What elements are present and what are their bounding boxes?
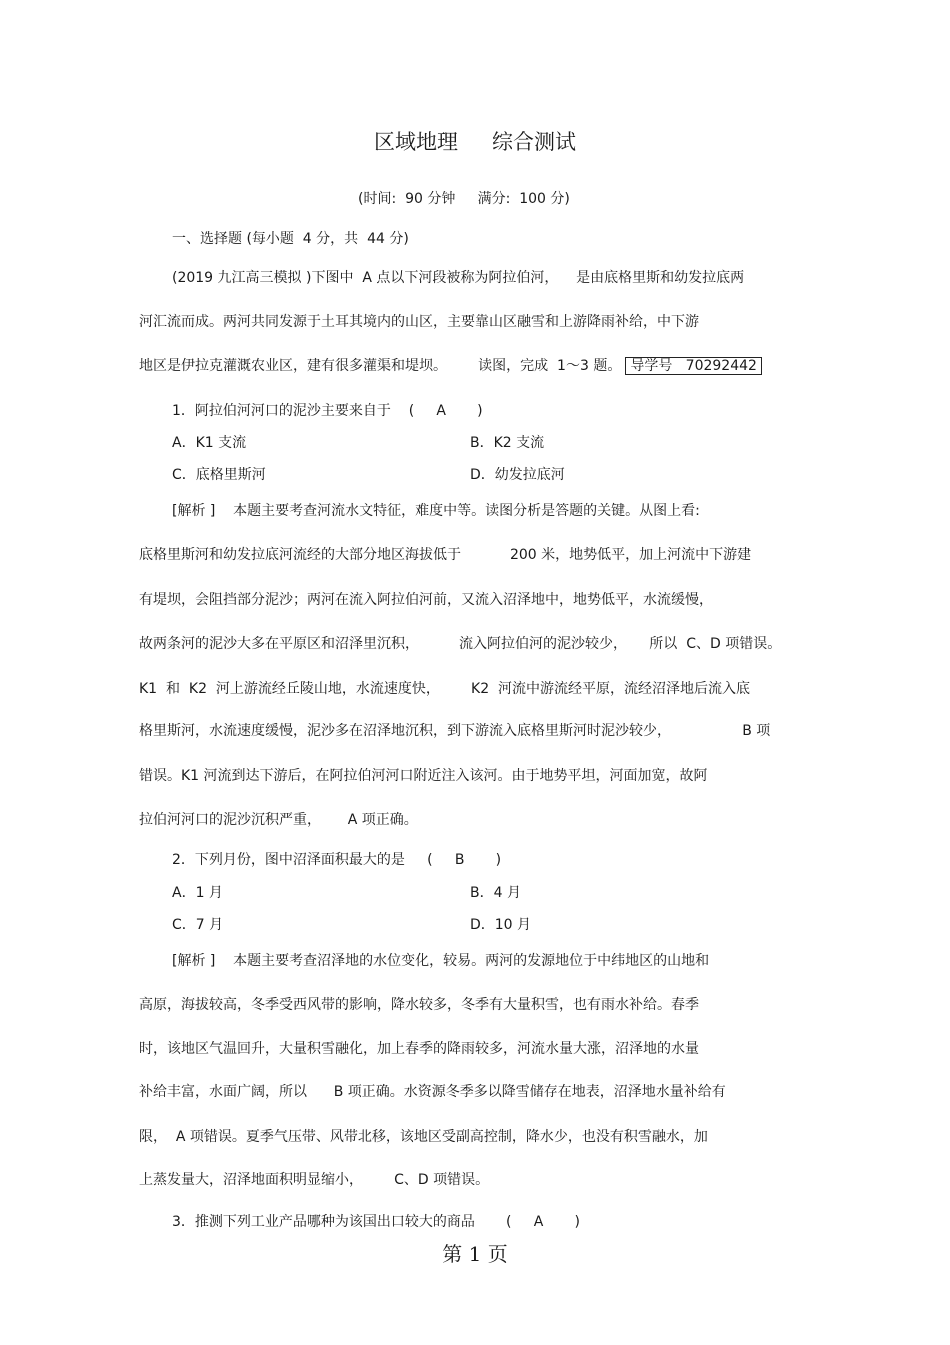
intro-line-1: (2019 九江高三模拟 )下图中 A 点以下河段被称为阿拉伯河， 是由底格里斯和幼发拉底两 — [172, 270, 745, 286]
q2-stem: 2．下列月份，图中沼泽面积最大的是 ( B ) — [172, 852, 502, 868]
exam-meta: (时间: 90 分钟 满分: 100 分) — [358, 191, 570, 207]
q2-option-c: C．7 月 — [172, 917, 224, 933]
intro-line-3 — [139, 356, 762, 376]
title-part-2: 综合测试 — [492, 130, 576, 154]
q2-analysis-2: 高原，海拔较高，冬季受西风带的影响，降水较多，冬季有大量积雪，也有雨水补给。春季 — [139, 997, 699, 1013]
q1-option-b: B．K2 支流 — [470, 435, 545, 451]
q2-option-a: A．1 月 — [172, 885, 223, 901]
guide-number-box: 导学号 70292442 — [625, 357, 762, 375]
title-part-1: 区域地理 — [374, 130, 458, 154]
q1-analysis-2: 底格里斯河和幼发拉底河流经的大部分地区海拔低于 200 米，地势低平，加上河流中下游建 — [139, 547, 752, 563]
q1-option-c: C．底格里斯河 — [172, 467, 266, 483]
q1-analysis-6: 格里斯河，水流速度缓慢，泥沙多在沼泽地沉积，到下游流入底格里斯河时泥沙较少， B 项 — [139, 723, 771, 739]
q1-analysis-3: 有堤坝，会阻挡部分泥沙；两河在流入阿拉伯河前，又流入沼泽地中，地势低平，水流缓慢， — [139, 592, 713, 608]
intro-line-3-text: 地区是伊拉克灌溉农业区，建有很多灌渠和堤坝。 读图，完成 1～3 题。 — [139, 358, 622, 374]
q1-option-d: D．幼发拉底河 — [470, 467, 565, 483]
q2-option-b: B．4 月 — [470, 885, 521, 901]
q2-analysis-3: 时，该地区气温回升，大量积雪融化，加上春季的降雨较多，河流水量大涨，沼泽地的水量 — [139, 1041, 699, 1057]
q1-analysis-1: [解析 ] 本题主要考查河流水文特征，难度中等。读图分析是答题的关键。从图上看: — [172, 503, 700, 519]
q1-analysis-5: K1 和 K2 河上游流经丘陵山地，水流速度快， K2 河流中游流经平原，流经沼泽地后流入底 — [139, 681, 751, 697]
q2-option-d: D．10 月 — [470, 917, 532, 933]
q1-analysis-4: 故两条河的泥沙大多在平原区和沼泽里沉积， 流入阿拉伯河的泥沙较少， 所以 C、D 项错误。 — [139, 636, 782, 652]
intro-line-2: 河汇流而成。两河共同发源于土耳其境内的山区，主要靠山区融雪和上游降雨补给，中下游 — [139, 314, 699, 330]
section-heading: 一、选择题 (每小题 4 分，共 44 分) — [172, 231, 409, 247]
q1-stem: 1．阿拉伯河河口的泥沙主要来自于 ( A ) — [172, 403, 483, 419]
page-number: 第 1 页 — [442, 1242, 508, 1266]
q1-option-a: A．K1 支流 — [172, 435, 247, 451]
q2-analysis-4: 补给丰富，水面广阔，所以 B 项正确。水资源冬季多以降雪储存在地表，沼泽地水量补给有 — [139, 1084, 726, 1100]
page-title — [0, 128, 950, 156]
q3-stem: 3．推测下列工业产品哪种为该国出口较大的商品 ( A ) — [172, 1214, 580, 1230]
q2-analysis-5: 限， A 项错误。夏季气压带、风带北移，该地区受副高控制，降水少，也没有积雪融水，加 — [139, 1129, 708, 1145]
q2-analysis-6: 上蒸发量大，沼泽地面积明显缩小， C、D 项错误。 — [139, 1172, 490, 1188]
q1-analysis-8: 拉伯河河口的泥沙沉积严重， A 项正确。 — [139, 812, 418, 828]
q2-analysis-1: [解析 ] 本题主要考查沼泽地的水位变化，较易。两河的发源地位于中纬地区的山地和 — [172, 953, 710, 969]
q1-analysis-7: 错误。K1 河流到达下游后，在阿拉伯河河口附近注入该河。由于地势平坦，河面加宽，故阿 — [139, 768, 708, 784]
